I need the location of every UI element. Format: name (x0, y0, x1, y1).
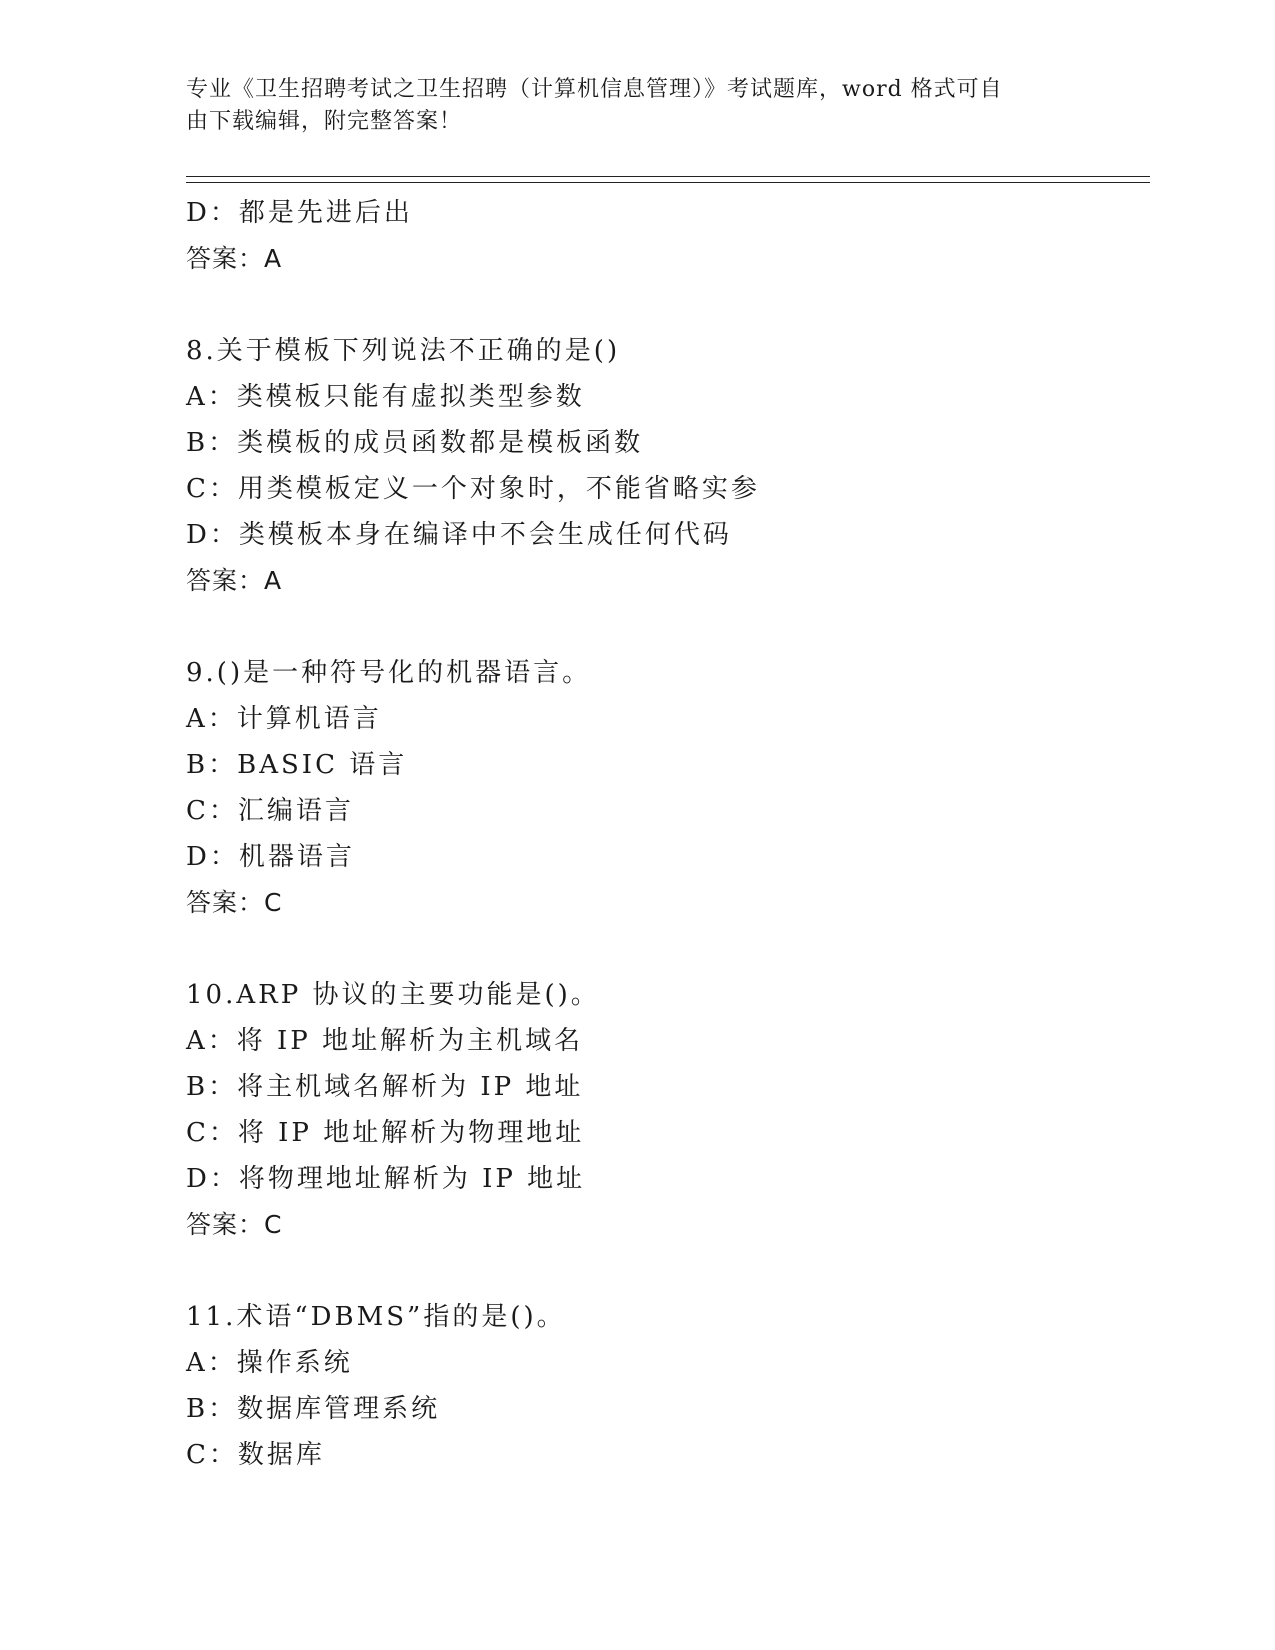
answer-line: 答案：C (186, 1210, 283, 1239)
question-stem: 11.术语“DBMS”指的是()。 (186, 1302, 566, 1332)
header-divider-bottom (186, 182, 1150, 183)
option-c: C：汇编语言 (186, 796, 354, 826)
document-header (186, 74, 1066, 138)
option-a: A：操作系统 (186, 1348, 353, 1378)
header-divider-top (186, 176, 1150, 177)
option-b: B：将主机域名解析为 IP 地址 (186, 1072, 584, 1102)
question-10 (186, 972, 1146, 1248)
option-d: D：将物理地址解析为 IP 地址 (186, 1164, 586, 1194)
answer-line: 答案：C (186, 888, 283, 917)
option-c: C：用类模板定义一个对象时，不能省略实参 (186, 474, 760, 504)
option-a: A：计算机语言 (186, 704, 382, 734)
option-d: D：都是先进后出 (186, 198, 413, 228)
option-d: D：机器语言 (186, 842, 355, 872)
option-a: A：类模板只能有虚拟类型参数 (186, 382, 585, 412)
header-line-1: 专业《卫生招聘考试之卫生招聘（计算机信息管理）》考试题库，word 格式可自 (186, 77, 1003, 102)
option-c: C：数据库 (186, 1440, 325, 1470)
question-11 (186, 1294, 1146, 1478)
answer-line: 答案：A (186, 566, 283, 595)
question-8 (186, 328, 1146, 604)
answer-line: 答案：A (186, 244, 283, 273)
header-line-2: 由下载编辑，附完整答案！ (186, 109, 463, 134)
question-stem: 9.()是一种符号化的机器语言。 (186, 658, 592, 688)
option-b: B：BASIC 语言 (186, 750, 408, 780)
question-7-tail (186, 190, 1146, 282)
question-9 (186, 650, 1146, 926)
option-a: A：将 IP 地址解析为主机域名 (186, 1026, 584, 1056)
question-stem: 10.ARP 协议的主要功能是()。 (186, 980, 600, 1010)
option-d: D：类模板本身在编译中不会生成任何代码 (186, 520, 732, 550)
question-stem: 8.关于模板下列说法不正确的是() (186, 336, 621, 366)
option-b: B：类模板的成员函数都是模板函数 (186, 428, 644, 458)
question-list (186, 190, 1146, 1478)
option-c: C：将 IP 地址解析为物理地址 (186, 1118, 585, 1148)
option-b: B：数据库管理系统 (186, 1394, 441, 1424)
